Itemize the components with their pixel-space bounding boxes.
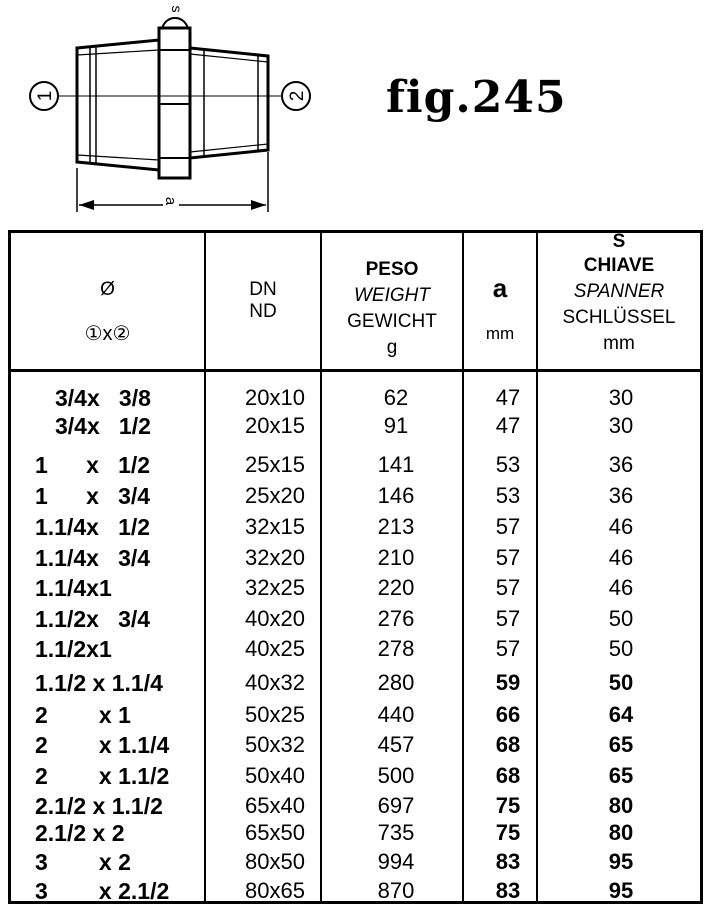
a-cell: 83: [495, 878, 521, 903]
a-cell: 53: [495, 452, 521, 477]
header-spanner-unit: mm: [603, 333, 635, 354]
header-peso-label: PESO: [365, 259, 419, 280]
dn-cell: 40x20: [245, 606, 305, 631]
dn-cell: 25x20: [245, 483, 305, 508]
size-cell: 2.1/2 x 2: [35, 820, 125, 846]
weight-cell: 735: [377, 820, 415, 845]
header-spanner-label: SPANNER: [573, 281, 665, 302]
weight-cell: 278: [377, 636, 415, 661]
dimension-s-label: s: [169, 5, 185, 13]
figure-number: fig.245: [386, 72, 567, 123]
size-cell: 2 x 1.1/2: [35, 763, 170, 789]
weight-cell: 280: [377, 670, 415, 695]
a-cell: 53: [495, 483, 521, 508]
spanner-cell: 50: [608, 636, 634, 661]
header-a: [464, 233, 536, 369]
diameter-symbol: Ø: [100, 279, 115, 300]
dn-cell: 50x32: [245, 732, 305, 757]
a-cell: 68: [495, 763, 521, 788]
spanner-cell: 30: [608, 413, 634, 438]
dimensions-table: [8, 230, 703, 904]
port-2-label: 2: [287, 90, 308, 102]
table-row: [11, 545, 700, 575]
size-cell: 3/4x 3/8: [55, 385, 151, 411]
hex-nipple-diagram: [0, 0, 715, 225]
dn-cell: 80x50: [245, 849, 305, 874]
dn-cell: 40x32: [245, 670, 305, 695]
weight-cell: 210: [377, 545, 415, 570]
size-cell: 1.1/4x 3/4: [35, 545, 151, 571]
size-cell: 2 x 1.1/4: [35, 732, 170, 758]
a-cell: 75: [495, 820, 521, 845]
size-cell: 3 x 2.1/2: [35, 878, 170, 904]
weight-cell: 500: [377, 763, 415, 788]
dn-cell: 32x20: [245, 545, 305, 570]
size-cell: 1.1/2x 3/4: [35, 606, 151, 632]
a-cell: 47: [495, 385, 521, 410]
weight-cell: 91: [383, 413, 409, 438]
a-cell: 83: [495, 849, 521, 874]
dn-cell: 65x50: [245, 820, 305, 845]
table-row: [11, 670, 700, 700]
a-cell: 75: [495, 793, 521, 818]
size-cell: 2.1/2 x 1.1/2: [35, 793, 163, 819]
a-cell: 68: [495, 732, 521, 757]
spanner-cell: 95: [608, 878, 634, 903]
port-1-label: 1: [35, 90, 56, 102]
a-cell: 57: [495, 606, 521, 631]
header-a-label: a: [492, 273, 508, 303]
weight-cell: 213: [377, 514, 415, 539]
spanner-cell: 65: [608, 732, 634, 757]
header-schluessel-label: SCHLÜSSEL: [562, 307, 676, 328]
spanner-cell: 46: [608, 575, 634, 600]
dn-cell: 32x15: [245, 514, 305, 539]
spanner-cell: 95: [608, 849, 634, 874]
a-cell: 57: [495, 514, 521, 539]
header-chiave-label: CHIAVE: [583, 255, 655, 276]
table-row: [11, 793, 700, 823]
size-cell: 1.1/4x 1/2: [35, 514, 151, 540]
table-row: [11, 514, 700, 544]
header-dn: [206, 233, 320, 369]
a-cell: 57: [495, 636, 521, 661]
header-weight-label: WEIGHT: [354, 285, 430, 306]
dn-cell: 65x40: [245, 793, 305, 818]
weight-cell: 276: [377, 606, 415, 631]
header-a-unit: mm: [485, 324, 515, 343]
a-cell: 59: [495, 670, 521, 695]
header-weight: [322, 233, 462, 369]
dn-cell: 20x15: [245, 413, 305, 438]
weight-cell: 440: [377, 702, 415, 727]
spanner-cell: 46: [608, 545, 634, 570]
fitting-drawing: [0, 0, 715, 225]
a-cell: 47: [495, 413, 521, 438]
table-row: [11, 385, 700, 415]
size-cell: 3 x 2: [35, 849, 131, 875]
dn-cell: 25x15: [245, 452, 305, 477]
size-cell: 1.1/2 x 1.1/4: [35, 670, 163, 696]
dimension-a-label: a: [162, 196, 179, 206]
table-row: [11, 702, 700, 732]
table-row: [11, 732, 700, 762]
table-row: [11, 849, 700, 879]
table-row: [11, 763, 700, 793]
header-gewicht-label: GEWICHT: [347, 311, 437, 332]
dn-cell: 32x25: [245, 575, 305, 600]
header-size: [11, 233, 204, 369]
weight-cell: 457: [377, 732, 415, 757]
spanner-cell: 80: [608, 820, 634, 845]
table-row: [11, 413, 700, 443]
header-divider: [11, 369, 700, 372]
spanner-cell: 50: [608, 670, 634, 695]
table-row: [11, 575, 700, 605]
table-row: [11, 820, 700, 850]
table-row: [11, 483, 700, 513]
a-cell: 57: [495, 575, 521, 600]
size-cell: 1.1/2x1: [35, 636, 112, 662]
dn-cell: 80x65: [245, 878, 305, 903]
spanner-cell: 36: [608, 483, 634, 508]
header-weight-unit: g: [386, 337, 398, 358]
weight-cell: 146: [377, 483, 415, 508]
weight-cell: 994: [377, 849, 415, 874]
table-row: [11, 452, 700, 482]
header-dn-label: DN: [249, 279, 277, 300]
a-cell: 66: [495, 702, 521, 727]
table-row: [11, 636, 700, 666]
size-cell: 1 x 3/4: [35, 483, 151, 509]
spanner-cell: 36: [608, 452, 634, 477]
weight-cell: 697: [377, 793, 415, 818]
weight-cell: 141: [377, 452, 415, 477]
header-spanner: [538, 233, 700, 369]
size-cell: 1.1/4x1: [35, 575, 112, 601]
spanner-cell: 65: [608, 763, 634, 788]
spanner-cell: 80: [608, 793, 634, 818]
a-cell: 57: [495, 545, 521, 570]
dn-cell: 50x25: [245, 702, 305, 727]
spanner-cell: 64: [608, 702, 634, 727]
spanner-cell: 46: [608, 514, 634, 539]
weight-cell: 62: [383, 385, 409, 410]
size-cell: 1 x 1/2: [35, 452, 151, 478]
header-s-label: S: [612, 231, 626, 252]
size-cell: 2 x 1: [35, 702, 131, 728]
table-row: [11, 606, 700, 636]
ports-label: ①x②: [84, 323, 131, 345]
header-nd-label: ND: [249, 301, 277, 322]
size-cell: 3/4x 1/2: [55, 413, 151, 439]
dn-cell: 40x25: [245, 636, 305, 661]
table-row: [11, 878, 700, 908]
spanner-cell: 50: [608, 606, 634, 631]
weight-cell: 220: [377, 575, 415, 600]
dn-cell: 20x10: [245, 385, 305, 410]
spanner-cell: 30: [608, 385, 634, 410]
dn-cell: 50x40: [245, 763, 305, 788]
weight-cell: 870: [377, 878, 415, 903]
